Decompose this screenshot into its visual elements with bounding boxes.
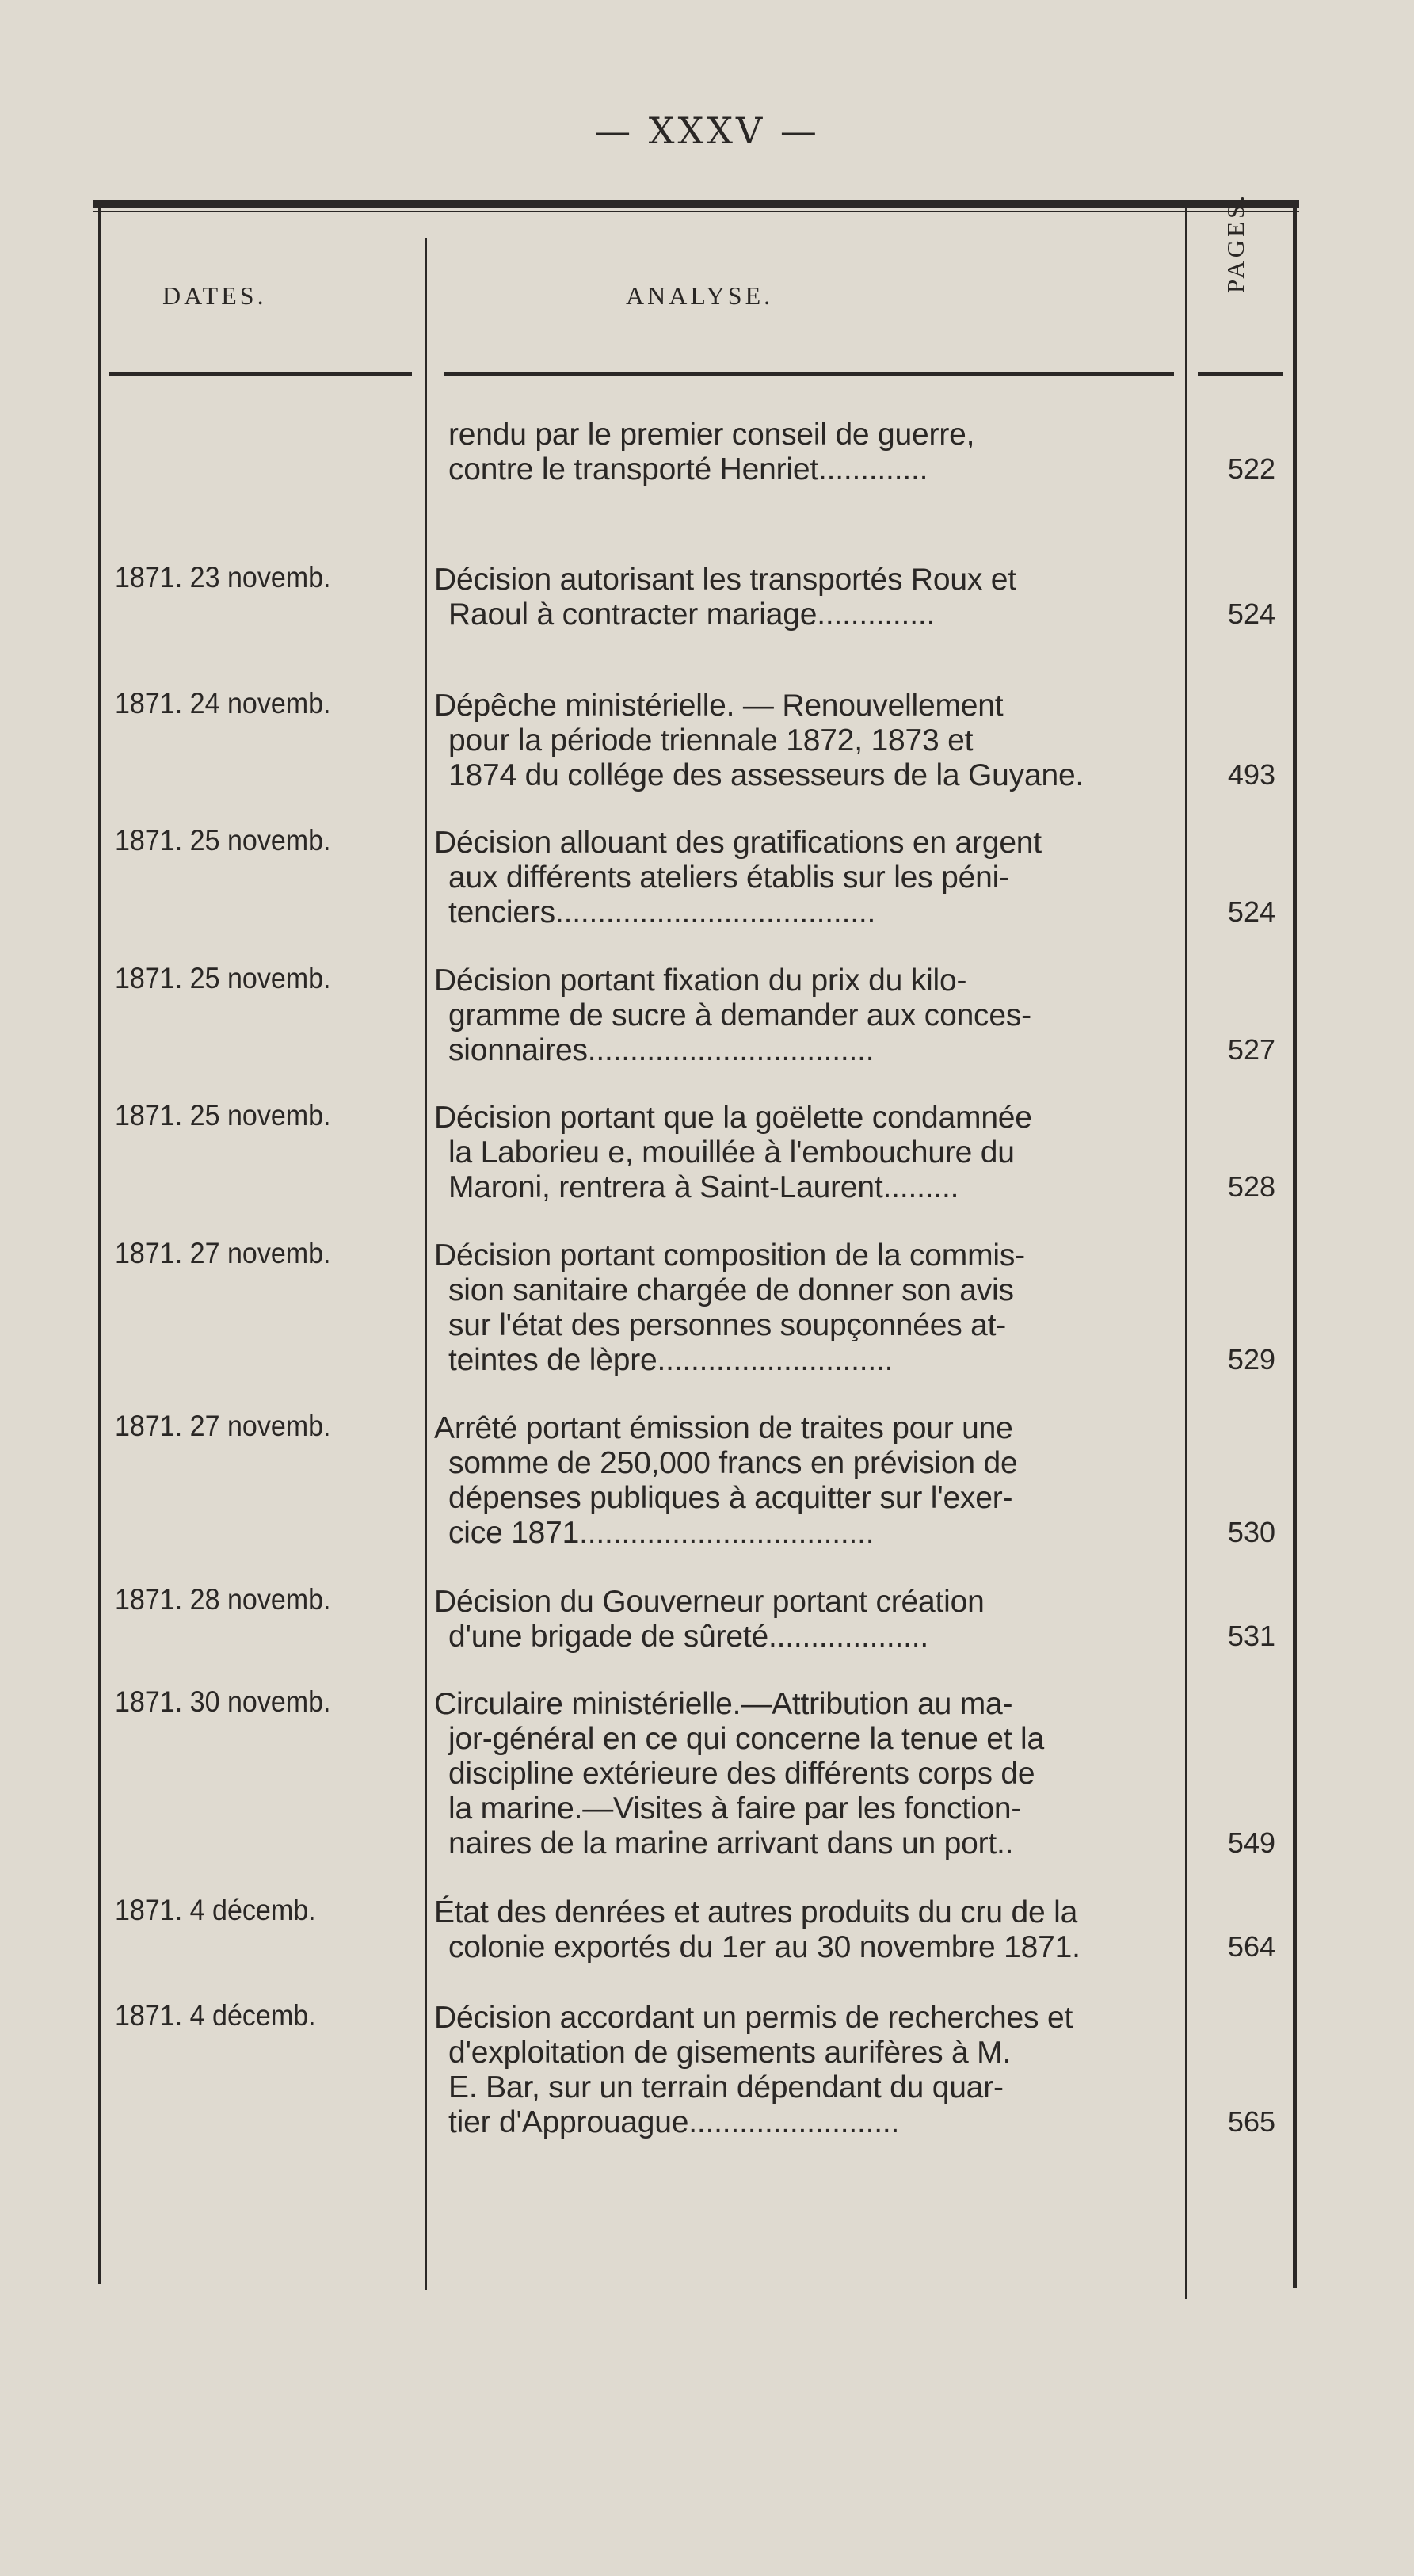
analysis-line: Maroni, rentrera à Saint-Laurent......... bbox=[448, 1170, 959, 1204]
analysis-line: Décision du Gouverneur portant création bbox=[434, 1585, 985, 1619]
header-rule-analyse bbox=[444, 372, 1174, 376]
entry-date: 1871. 28 novemb. bbox=[115, 1583, 331, 1616]
entry-date: 1871. 4 décemb. bbox=[115, 1999, 316, 2032]
analysis-line: discipline extérieure des différents corps de bbox=[448, 1757, 1035, 1791]
entry-analysis bbox=[434, 1411, 1177, 1551]
entry-page: 528 bbox=[1227, 1170, 1275, 1203]
analysis-line: tier d'Approuague......................... bbox=[448, 2105, 900, 2139]
analysis-line: Décision allouant des gratifications en argent bbox=[434, 826, 1042, 860]
entry-analysis bbox=[434, 418, 1177, 487]
table-right-border bbox=[1293, 204, 1297, 2288]
entry-page: 524 bbox=[1227, 895, 1275, 928]
entry-analysis bbox=[434, 2001, 1177, 2140]
analysis-line: rendu par le premier conseil de guerre, bbox=[448, 418, 975, 452]
header-dates: DATES. bbox=[162, 281, 267, 310]
entry-page: 549 bbox=[1227, 1826, 1275, 1859]
analysis-line: d'exploitation de gisements aurifères à M. bbox=[448, 2036, 1012, 2070]
table-top-rule-thin bbox=[93, 211, 1299, 212]
entry-page: 531 bbox=[1227, 1620, 1275, 1652]
analysis-line: 1874 du collége des assesseurs de la Guyane. bbox=[448, 758, 1084, 792]
analysis-line: jor-général en ce qui concerne la tenue et la bbox=[448, 1722, 1044, 1756]
analysis-line: Décision autorisant les transportés Roux et bbox=[434, 563, 1016, 597]
entry-analysis bbox=[434, 1687, 1177, 1861]
analysis-line: sionnaires.................................. bbox=[448, 1033, 875, 1067]
analysis-line: teintes de lèpre............................ bbox=[448, 1343, 894, 1377]
entry-page: 529 bbox=[1227, 1343, 1275, 1376]
analysis-line: contre le transporté Henriet............. bbox=[448, 452, 928, 487]
analysis-line: Arrêté portant émission de traites pour une bbox=[434, 1411, 1013, 1445]
table-left-border bbox=[98, 208, 101, 2284]
analysis-line: d'une brigade de sûreté................... bbox=[448, 1620, 929, 1654]
entry-analysis bbox=[434, 689, 1177, 793]
analysis-line: sur l'état des personnes soupçonnées at- bbox=[448, 1308, 1007, 1342]
entry-analysis bbox=[434, 1101, 1177, 1205]
column-divider-dates bbox=[425, 238, 427, 2290]
analysis-line: naires de la marine arrivant dans un port.. bbox=[448, 1826, 1014, 1860]
entry-analysis bbox=[434, 563, 1177, 632]
analysis-line: sion sanitaire chargée de donner son avis bbox=[448, 1273, 1014, 1307]
entry-page: 565 bbox=[1227, 2105, 1275, 2138]
analysis-line: la Laborieu e, mouillée à l'embouchure du bbox=[448, 1135, 1015, 1170]
analysis-line: Dépêche ministérielle. — Renouvellement bbox=[434, 689, 1004, 723]
analysis-line: dépenses publiques à acquitter sur l'exer- bbox=[448, 1481, 1013, 1515]
analysis-line: Décision accordant un permis de recherches et bbox=[434, 2001, 1073, 2035]
analysis-line: E. Bar, sur un terrain dépendant du quar- bbox=[448, 2070, 1004, 2105]
entry-analysis bbox=[434, 1585, 1177, 1654]
header-rule-pages bbox=[1198, 372, 1283, 376]
entry-analysis bbox=[434, 826, 1177, 930]
analysis-line: Décision portant composition de la commis- bbox=[434, 1238, 1025, 1273]
header-rule-dates bbox=[109, 372, 412, 376]
entry-date: 1871. 30 novemb. bbox=[115, 1685, 331, 1718]
analysis-line: colonie exportés du 1er au 30 novembre 1871. bbox=[448, 1930, 1081, 1964]
entry-date: 1871. 4 décemb. bbox=[115, 1894, 316, 1926]
table-top-rule bbox=[93, 200, 1299, 208]
analysis-line: Décision portant que la goëlette condamnée bbox=[434, 1101, 1032, 1135]
analysis-line: Décision portant fixation du prix du kilo- bbox=[434, 964, 967, 998]
entry-analysis bbox=[434, 1895, 1177, 1965]
column-divider-pages bbox=[1185, 208, 1187, 2299]
analysis-line: aux différents ateliers établis sur les péni- bbox=[448, 861, 1009, 895]
entry-analysis bbox=[434, 964, 1177, 1068]
entry-page: 493 bbox=[1227, 758, 1275, 791]
analysis-line: Circulaire ministérielle.—Attribution au ma- bbox=[434, 1687, 1013, 1721]
analysis-line: gramme de sucre à demander aux conces- bbox=[448, 998, 1031, 1032]
entry-date: 1871. 24 novemb. bbox=[115, 687, 331, 719]
entry-page: 530 bbox=[1227, 1516, 1275, 1548]
entry-date: 1871. 27 novemb. bbox=[115, 1410, 331, 1442]
header-pages: PAGES. bbox=[1222, 192, 1249, 293]
analysis-line: cice 1871................................... bbox=[448, 1516, 875, 1550]
analysis-line: État des denrées et autres produits du cru de la bbox=[434, 1895, 1078, 1929]
entry-date: 1871. 25 novemb. bbox=[115, 962, 331, 994]
entry-date: 1871. 23 novemb. bbox=[115, 561, 331, 593]
analysis-line: la marine.—Visites à faire par les fonction- bbox=[448, 1792, 1022, 1826]
entry-analysis bbox=[434, 1238, 1177, 1378]
analysis-line: pour la période triennale 1872, 1873 et bbox=[448, 723, 974, 758]
entry-page: 524 bbox=[1227, 597, 1275, 630]
entry-page: 527 bbox=[1227, 1033, 1275, 1066]
entry-date: 1871. 27 novemb. bbox=[115, 1237, 331, 1269]
entry-page: 564 bbox=[1227, 1930, 1275, 1963]
analysis-line: somme de 250,000 francs en prévision de bbox=[448, 1446, 1018, 1480]
analysis-line: Raoul à contracter mariage.............. bbox=[448, 597, 936, 632]
header-analyse: ANALYSE. bbox=[626, 281, 774, 310]
entry-date: 1871. 25 novemb. bbox=[115, 824, 331, 857]
entry-date: 1871. 25 novemb. bbox=[115, 1099, 331, 1132]
entry-page: 522 bbox=[1227, 452, 1275, 485]
page-folio: — XXXV — bbox=[594, 109, 820, 152]
analysis-line: tenciers...................................... bbox=[448, 895, 876, 929]
